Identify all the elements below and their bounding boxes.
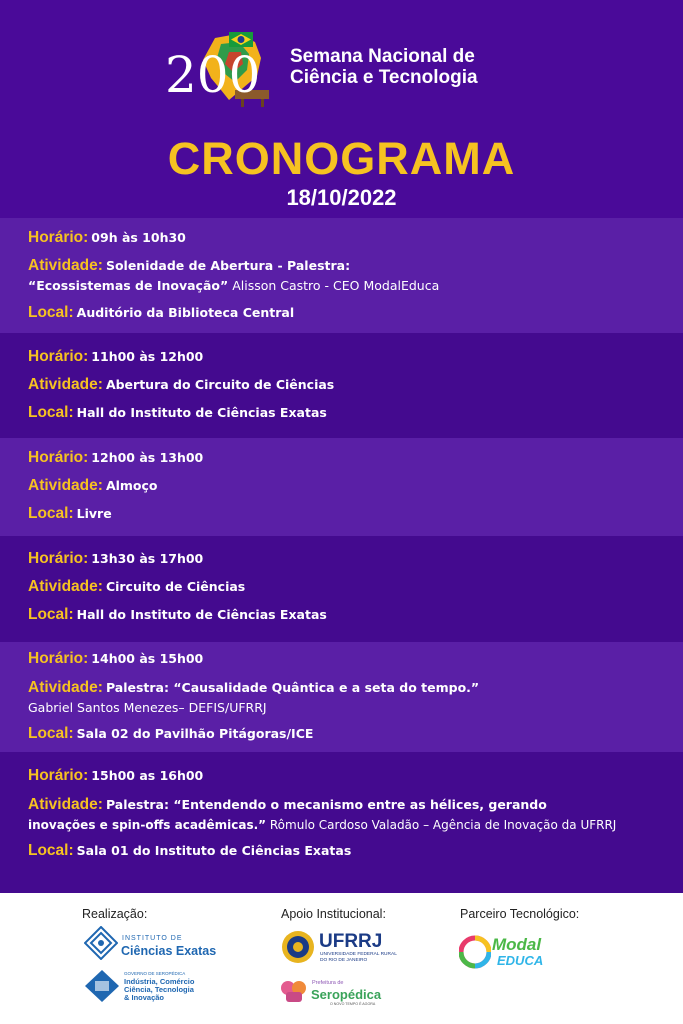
ufrrj-subtitle-line2: DO RIO DE JANEIRO xyxy=(320,958,368,963)
time-label: Horário: xyxy=(28,229,89,246)
time-row xyxy=(28,229,671,247)
secretaria-emblem-icon xyxy=(84,969,120,1003)
ice-emblem-icon xyxy=(84,926,118,960)
place-label: Local: xyxy=(28,842,74,859)
place-value: Auditório da Biblioteca Central xyxy=(76,305,295,320)
place-value: Sala 01 do Instituto de Ciências Exatas xyxy=(76,843,352,858)
activity-value: Solenidade de Abertura - Palestra: xyxy=(105,258,351,273)
secretaria-line1: Indústria, Comércio xyxy=(124,977,195,986)
place-value: Hall do Instituto de Ciências Exatas xyxy=(76,405,327,420)
activity-continuation xyxy=(28,277,671,295)
time-value: 12h00 às 13h00 xyxy=(91,450,204,465)
schedule-item xyxy=(0,438,683,536)
ufrrj-name: UFRRJ xyxy=(319,931,383,952)
activity-label: Atividade: xyxy=(28,578,103,595)
place-row xyxy=(28,842,671,860)
activity-label: Atividade: xyxy=(28,679,103,696)
activity-talk-title: “Ecossistemas de Inovação” xyxy=(28,278,229,293)
activity-continuation xyxy=(28,816,671,834)
ufrrj-subtitle-line1: UNIVERSIDADE FEDERAL RURAL xyxy=(320,952,397,957)
activity-label: Atividade: xyxy=(28,376,103,393)
activity-speaker: Gabriel Santos Menezes– DEFIS/UFRRJ xyxy=(28,700,267,715)
prefeitura-name: Seropédica xyxy=(311,987,382,1002)
time-row xyxy=(28,449,671,467)
place-label: Local: xyxy=(28,404,74,421)
activity-value: Palestra: “Causalidade Quântica e a seta do tempo.” xyxy=(105,680,480,695)
time-value: 09h às 10h30 xyxy=(91,230,186,245)
activity-row xyxy=(28,477,671,495)
activity-label: Atividade: xyxy=(28,796,103,813)
activity-row xyxy=(28,796,671,814)
ufrrj-subtitle xyxy=(320,952,397,964)
place-row xyxy=(28,304,671,322)
schedule-item xyxy=(0,642,683,752)
time-row xyxy=(28,650,671,668)
logo-number: 200 xyxy=(165,46,261,104)
ice-name: Ciências Exatas xyxy=(121,944,217,958)
activity-value: Palestra: “Entendendo o mecanismo entre as hélices, gerando xyxy=(105,797,547,812)
activity-row xyxy=(28,257,671,275)
place-value: Sala 02 do Pavilhão Pitágoras/ICE xyxy=(76,726,314,741)
schedule-item xyxy=(0,752,683,893)
place-row xyxy=(28,404,671,422)
schedule-item xyxy=(0,218,683,333)
activity-speaker: Rômulo Cardoso Valadão – Agência de Inovação da UFRRJ xyxy=(266,818,617,832)
realizacao-heading: Realização: xyxy=(82,907,148,921)
time-value: 13h30 às 17h00 xyxy=(91,551,204,566)
page-title: CRONOGRAMA xyxy=(167,133,516,184)
activity-label: Atividade: xyxy=(28,257,103,274)
seropedica-emblem-icon xyxy=(280,979,308,1003)
activity-speaker: Alisson Castro - CEO ModalEduca xyxy=(228,278,440,293)
activity-talk-title: inovações e spin-offs acadêmicas.” xyxy=(28,818,267,832)
secretaria-name xyxy=(124,978,194,1002)
schedule-item xyxy=(0,536,683,642)
event-name xyxy=(290,46,478,88)
ice-small-text: INSTITUTO DE xyxy=(122,935,183,942)
time-label: Horário: xyxy=(28,449,89,466)
place-value: Hall do Instituto de Ciências Exatas xyxy=(76,607,327,622)
activity-continuation xyxy=(28,699,671,717)
bicentennial-logo xyxy=(163,30,281,108)
activity-value: Almoço xyxy=(105,478,158,493)
time-row xyxy=(28,550,671,568)
place-row xyxy=(28,505,671,523)
modal-wordmark: Modal xyxy=(492,935,542,954)
time-value: 14h00 às 15h00 xyxy=(91,651,204,666)
secretaria-line2: Ciência, Tecnologia xyxy=(124,985,194,994)
secretaria-small-text: GOVERNO DE SEROPÉDICA xyxy=(124,971,186,976)
educa-wordmark: EDUCA xyxy=(497,953,544,968)
activity-row xyxy=(28,679,671,697)
modaleduca-emblem-icon xyxy=(459,935,491,969)
ufrrj-emblem-icon xyxy=(280,929,316,965)
time-row xyxy=(28,348,671,366)
activity-value: Circuito de Ciências xyxy=(105,579,246,594)
time-label: Horário: xyxy=(28,767,89,784)
time-label: Horário: xyxy=(28,348,89,365)
place-label: Local: xyxy=(28,304,74,321)
time-label: Horário: xyxy=(28,550,89,567)
schedule-date: 18/10/2022 xyxy=(286,185,397,210)
schedule-item xyxy=(0,333,683,438)
time-value: 11h00 às 12h00 xyxy=(91,349,204,364)
activity-label: Atividade: xyxy=(28,477,103,494)
sponsors-footer xyxy=(0,893,683,1024)
event-name-line2: Ciência e Tecnologia xyxy=(290,67,478,88)
place-row xyxy=(28,606,671,624)
event-name-line1: Semana Nacional de xyxy=(290,46,475,67)
place-label: Local: xyxy=(28,725,74,742)
activity-value: Abertura do Circuito de Ciências xyxy=(105,377,335,392)
apoio-heading: Apoio Institucional: xyxy=(281,907,386,921)
activity-row xyxy=(28,376,671,394)
poster-header xyxy=(0,0,683,218)
time-row xyxy=(28,767,671,785)
place-value: Livre xyxy=(76,506,112,521)
prefeitura-small-text: Prefeitura de xyxy=(312,980,344,986)
place-row xyxy=(28,725,671,743)
prefeitura-tagline: O NOVO TEMPO É AGORA xyxy=(330,1002,376,1006)
activity-row xyxy=(28,578,671,596)
time-label: Horário: xyxy=(28,650,89,667)
place-label: Local: xyxy=(28,505,74,522)
place-label: Local: xyxy=(28,606,74,623)
secretaria-line3: & Inovação xyxy=(124,993,165,1002)
time-value: 15h00 as 16h00 xyxy=(91,768,204,783)
parceiro-heading: Parceiro Tecnológico: xyxy=(460,907,580,921)
